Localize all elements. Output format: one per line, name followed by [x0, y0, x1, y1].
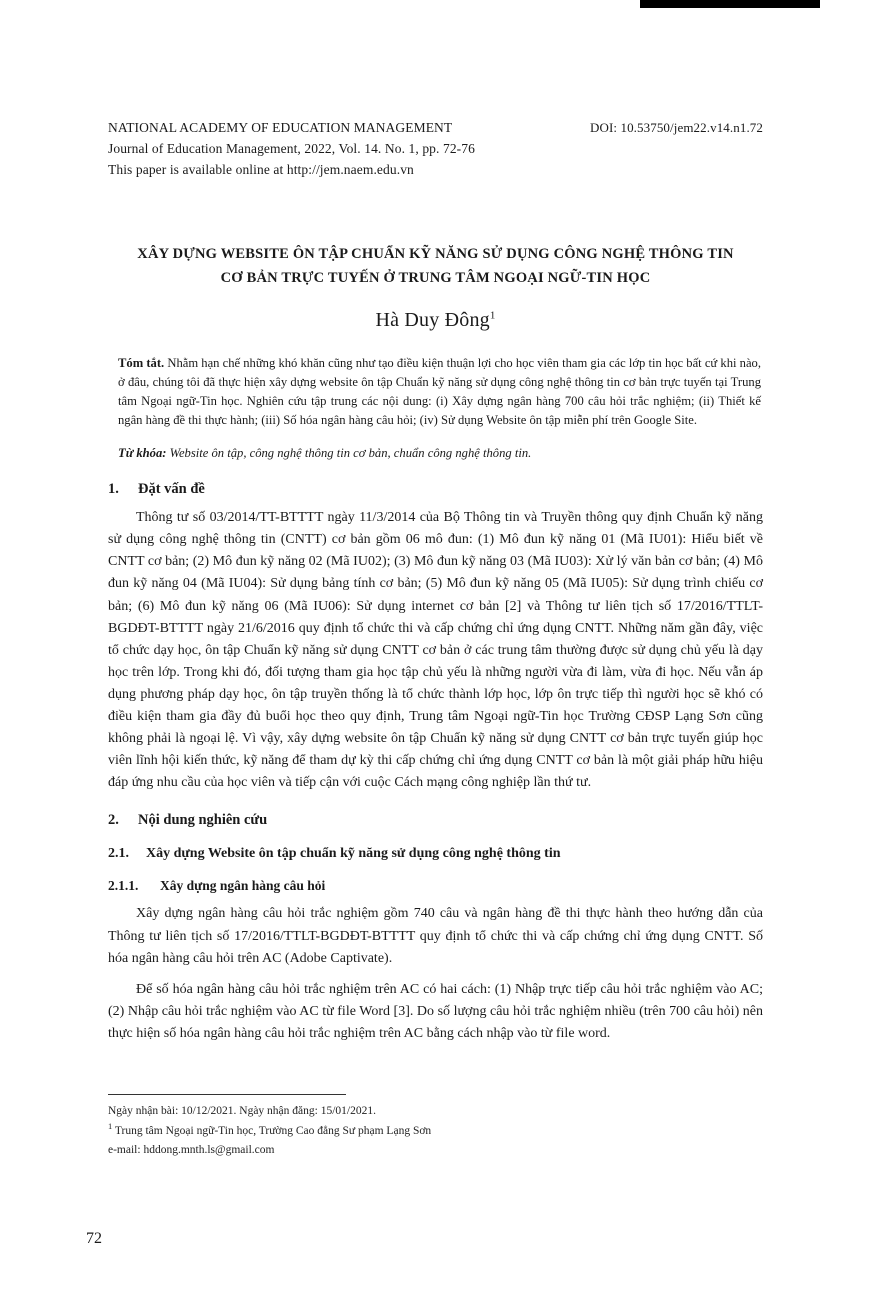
footnotes: [108, 1102, 708, 1159]
section-1-title: Đặt vấn đề: [138, 481, 205, 498]
section-1-heading: [108, 481, 763, 498]
title-line-1: XÂY DỰNG WEBSITE ÔN TẬP CHUẨN KỸ NĂNG SỬ DỤNG CÔNG NGHỆ THÔNG TIN: [137, 245, 734, 262]
section-2-1-1-number: 2.1.1.: [108, 878, 139, 894]
section-1-paragraph-1: Thông tư số 03/2014/TT-BTTTT ngày 11/3/2014 của Bộ Thông tin và Truyền thông quy định Chuẩn kỹ năng sử dụng công nghệ thông tin (CNTT) cơ bản gồm 06 mô đun: (1) Mô đun kỹ năng 01 (Mã IU01): Hiểu biết về CNTT cơ bản; (2) Mô đun kỹ năng 02 (Mã IU02); (3) Mô đun kỹ năng 03 (Mã IU03): Xử lý văn bản cơ bản; (4) Mô đun kỹ năng 04 (Mã IU04): Sử dụng bảng tính cơ bản; (5) Mô đun kỹ năng 05 (Mã IU05): Sử dụng trình chiếu cơ bản; (6) Mô đun kỹ năng 06 (Mã IU06): Sử dụng internet cơ bản [2] và Thông tư liên tịch số 17/2016/TTLT-BGDĐT-BTTTT ngày 21/6/2016 quy định tổ chức thi và cấp chứng chỉ ứng dụng CNTT. Những năm gần đây, việc tổ chức dạy học, ôn tập Chuẩn kỹ năng sử dụng CNTT cơ bản ở các trung tâm thường được sử dụng chủ yếu là dạy học trên lớp. Trong khi đó, đối tượng tham gia học tập chủ yếu là những người vừa đi làm, vừa đi học. Nếu vẫn áp dụng phương pháp dạy học, ôn tập truyền thống là tổ chức thành lớp học, lớp ôn trực tiếp thì người học sẽ khó có điều kiện tham gia đầy đủ buổi học theo quy định, Trung tâm Ngoại ngữ-Tin học Trường CĐSP Lạng Sơn cũng không phải là ngoại lệ. Vì vậy, xây dựng website ôn tập Chuẩn kỹ năng sử dụng CNTT cơ bản trực tuyến giúp học viên lĩnh hội kiến thức, kỹ năng để tham dự kỳ thi cấp chứng chỉ ứng dụng CNTT cơ bản là một giải pháp hữu hiệu đáp ứng nhu cầu của học viên và tiếp cận với cuộc Cách mạng công nghiệp lần thứ tư.: [108, 510, 763, 791]
footnote-email: e-mail: hddong.mnth.ls@gmail.com: [108, 1143, 275, 1156]
footnote-affiliation-text: Trung tâm Ngoại ngữ-Tin học, Trường Cao đẳng Sư phạm Lạng Sơn: [112, 1125, 432, 1138]
journal-header: [108, 118, 763, 181]
keywords-text: Website ôn tập, công nghệ thông tin cơ bản, chuẩn công nghệ thông tin.: [166, 446, 532, 461]
footnote-divider: [108, 1094, 346, 1095]
journal-citation: Journal of Education Management, 2022, Vol. 14. No. 1, pp. 72-76: [108, 140, 475, 156]
section-2-1-1-heading: [108, 878, 763, 894]
footnote-marker: 1: [108, 1121, 113, 1132]
section-2-1-1-title: Xây dựng ngân hàng câu hỏi: [160, 878, 326, 894]
section-2-heading: [108, 812, 763, 829]
page-content: [108, 118, 763, 1045]
abstract-label: Tóm tắt.: [118, 355, 165, 370]
section-2-1-1-paragraph-1: Xây dựng ngân hàng câu hỏi trắc nghiệm gồm 740 câu và ngân hàng đề thi thực hành theo hướng dẫn của Thông tư liên tịch số 17/2016/TTLT-BGDĐT-BTTTT quy định tổ chức thi và cấp chứng chỉ ứng dụng CNTT. Số hóa ngân hàng câu hỏi trên AC (Adobe Captivate).: [108, 906, 763, 966]
journal-online-note: This paper is available online at http://jem.naem.edu.vn: [108, 161, 414, 177]
scan-artifact-bar: [640, 0, 820, 8]
footnote-dates: Ngày nhận bài: 10/12/2021. Ngày nhận đăng: 15/01/2021.: [108, 1105, 376, 1117]
footnote-affiliation: [108, 1120, 708, 1140]
keywords-label: Từ khóa:: [118, 446, 167, 461]
author-line: [108, 309, 763, 332]
author-footnote-marker: 1: [489, 308, 496, 321]
author-name: Hà Duy Đông: [375, 308, 490, 331]
academy-name: NATIONAL ACADEMY OF EDUCATION MANAGEMENT: [108, 120, 453, 135]
section-2-1-number: 2.1.: [108, 846, 129, 862]
journal-header-row: [108, 118, 763, 139]
page-number: 72: [86, 1230, 102, 1247]
abstract-text: Nhằm hạn chế những khó khăn cũng như tạo điều kiện thuận lợi cho học viên tham gia các lớp tin học bất cứ khi nào, ở đâu, chúng tôi đã thực hiện xây dựng website ôn tập Chuẩn kỹ năng sử dụng công nghệ thông tin cơ bản trực tuyến tại Trung tâm Ngoại ngữ-Tin học. Nghiên cứu tập trung các nội dung: (i) Xây dựng ngân hàng 700 câu hỏi trắc nghiệm; (ii) Thiết kế ngân hàng đề thi thực hành; (iii) Số hóa ngân hàng câu hỏi; (iv) Sử dụng Website ôn tập miễn phí trên Google Site.: [118, 355, 762, 428]
keywords: [118, 444, 763, 463]
page-title: [108, 243, 763, 291]
title-line-2: CƠ BẢN TRỰC TUYẾN Ở TRUNG TÂM NGOẠI NGỮ-TIN HỌC: [220, 269, 651, 286]
section-2-1-1-paragraph-2: Để số hóa ngân hàng câu hỏi trắc nghiệm trên AC có hai cách: (1) Nhập trực tiếp câu hỏi trắc nghiệm vào AC; (2) Nhập câu hỏi trắc nghiệm vào AC từ file Word [3]. Do số lượng câu hỏi trắc nghiệm nhiều (trên 700 câu hỏi) nên thực hiện số hóa ngân hàng câu hỏi trắc nghiệm trên AC bằng cách nhập vào từ file word.: [108, 981, 763, 1042]
abstract: [118, 354, 761, 431]
section-2-1-heading: [108, 846, 763, 862]
section-2-number: 2.: [108, 812, 119, 829]
section-2-1-title: Xây dựng Website ôn tập chuẩn kỹ năng sử dụng công nghệ thông tin: [146, 846, 561, 862]
doi-text: DOI: 10.53750/jem22.v14.n1.72: [590, 120, 763, 135]
section-2-title: Nội dung nghiên cứu: [138, 812, 268, 829]
section-1-number: 1.: [108, 481, 119, 498]
